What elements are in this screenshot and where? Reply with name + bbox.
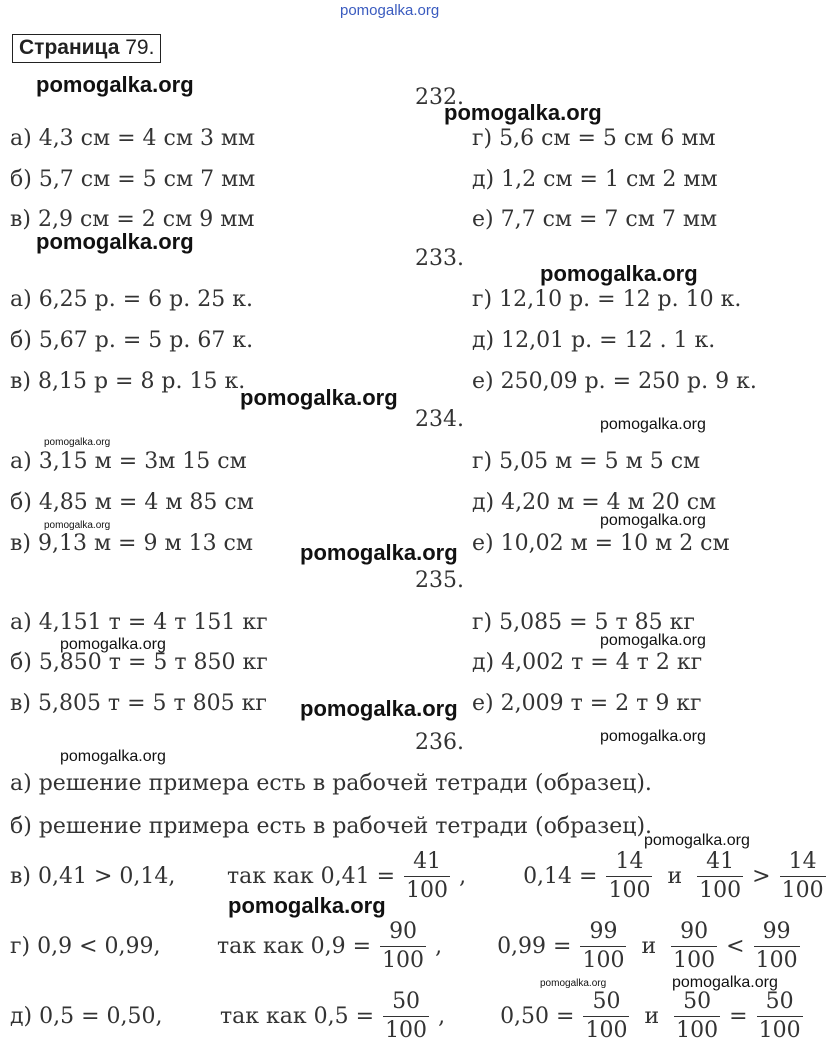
answer-line: д) 4,20 м = 4 м 20 см [472, 490, 717, 515]
comparison-because: так как 0,41 = [227, 864, 396, 889]
watermark: pomogalka.org [600, 512, 706, 529]
watermark: pomogalka.org [60, 748, 166, 765]
operator: < [726, 934, 745, 959]
watermark: pomogalka.org [300, 540, 458, 565]
page-header-label: Страница [19, 36, 120, 59]
fraction: $\frac{90}{100}$ [673, 919, 716, 973]
fraction: $\frac{50}{100}$ [758, 989, 801, 1043]
problem-233-number: 233. [415, 246, 464, 271]
comparison-lead: д) 0,5 = 0,50, [10, 1004, 163, 1029]
comma: , [459, 864, 467, 889]
answer-line: а) 6,25 р. = 6 р. 25 к. [10, 287, 253, 312]
fraction: $\frac{14}{100}$ [608, 849, 651, 903]
watermark: pomogalka.org [600, 728, 706, 745]
fraction: $\frac{41}{100}$ [699, 849, 742, 903]
answer-line: е) 2,009 т = 2 т 9 кг [472, 691, 702, 716]
answer-line: д) 12,01 р. = 12 . 1 к. [472, 328, 716, 353]
watermark: pomogalka.org [600, 416, 706, 433]
watermark: pomogalka.org [540, 261, 698, 286]
conjunction: и [667, 864, 683, 889]
comparison-row [10, 988, 805, 1045]
answer-line: д) 1,2 см = 1 см 2 мм [472, 167, 718, 192]
answer-line: г) 5,6 см = 5 см 6 мм [472, 126, 716, 151]
comparison-row [10, 918, 802, 975]
watermark: pomogalka.org [36, 72, 194, 97]
watermark: pomogalka.org [36, 229, 194, 254]
comparison-mid: 0,50 = [500, 1004, 575, 1029]
comparison-row [10, 848, 828, 905]
answer-line: в) 2,9 см = 2 см 9 мм [10, 207, 255, 232]
answer-line: в) 8,15 р = 8 р. 15 к. [10, 369, 246, 394]
problem-234-number: 234. [415, 407, 464, 432]
watermark-top: pomogalka.org [340, 2, 440, 19]
answer-line: б) решение примера есть в рабочей тетради (образец). [10, 814, 653, 839]
watermark: pomogalka.org [228, 893, 386, 918]
watermark: pomogalka.org [444, 100, 602, 125]
operator: = [729, 1004, 748, 1029]
watermark: pomogalka.org [300, 696, 458, 721]
answer-line: а) 3,15 м = 3м 15 см [10, 449, 247, 474]
fraction: $\frac{50}{100}$ [385, 989, 428, 1043]
operator: > [752, 864, 771, 889]
comparison-mid: 0,14 = [523, 864, 598, 889]
problem-232-number: 232. [415, 85, 464, 110]
watermark: pomogalka.org [540, 978, 607, 989]
page-number: 79. [125, 36, 155, 59]
watermark: pomogalka.org [600, 632, 706, 649]
problem-235-number: 235. [415, 568, 464, 593]
answer-line: г) 5,05 м = 5 м 5 см [472, 449, 701, 474]
answer-line: е) 10,02 м = 10 м 2 см [472, 531, 730, 556]
watermark: pomogalka.org [240, 385, 398, 410]
watermark: pomogalka.org [44, 437, 111, 448]
comma: , [438, 1004, 446, 1029]
answer-line: б) 4,85 м = 4 м 85 см [10, 490, 254, 515]
fraction: $\frac{99}{100}$ [755, 919, 798, 973]
answer-line: в) 9,13 м = 9 м 13 см [10, 531, 253, 556]
answer-line: г) 12,10 р. = 12 р. 10 к. [472, 287, 742, 312]
fraction: $\frac{90}{100}$ [382, 919, 425, 973]
answer-line: е) 250,09 р. = 250 р. 9 к. [472, 369, 757, 394]
watermark: pomogalka.org [44, 520, 111, 531]
answer-line: е) 7,7 см = 7 см 7 мм [472, 207, 718, 232]
fraction: $\frac{50}{100}$ [585, 989, 628, 1043]
comparison-lead: г) 0,9 < 0,99, [10, 934, 161, 959]
answer-line: а) 4,151 т = 4 т 151 кг [10, 610, 268, 635]
fraction: $\frac{14}{100}$ [781, 849, 824, 903]
problem-236-number: 236. [415, 730, 464, 755]
comparison-because: так как 0,5 = [220, 1004, 375, 1029]
answer-line: д) 4,002 т = 4 т 2 кг [472, 650, 703, 675]
conjunction: и [641, 934, 657, 959]
comma: , [435, 934, 443, 959]
conjunction: и [644, 1004, 660, 1029]
comparison-mid: 0,99 = [497, 934, 572, 959]
answer-line: в) 5,805 т = 5 т 805 кг [10, 691, 267, 716]
page-header [12, 34, 161, 63]
watermark: pomogalka.org [672, 974, 778, 991]
answer-line: г) 5,085 = 5 т 85 кг [472, 610, 695, 635]
comparison-lead: в) 0,41 > 0,14, [10, 864, 176, 889]
comparison-because: так как 0,9 = [217, 934, 372, 959]
fraction: $\frac{41}{100}$ [406, 849, 449, 903]
answer-line: б) 5,7 см = 5 см 7 мм [10, 167, 256, 192]
watermark: pomogalka.org [644, 832, 750, 849]
fraction: $\frac{99}{100}$ [582, 919, 625, 973]
answer-line: б) 5,850 т = 5 т 850 кг [10, 650, 268, 675]
fraction: $\frac{50}{100}$ [676, 989, 719, 1043]
answer-line: а) 4,3 см = 4 см 3 мм [10, 126, 256, 151]
watermark: pomogalka.org [60, 636, 166, 653]
answer-line: а) решение примера есть в рабочей тетради (образец). [10, 771, 652, 796]
answer-line: б) 5,67 р. = 5 р. 67 к. [10, 328, 254, 353]
